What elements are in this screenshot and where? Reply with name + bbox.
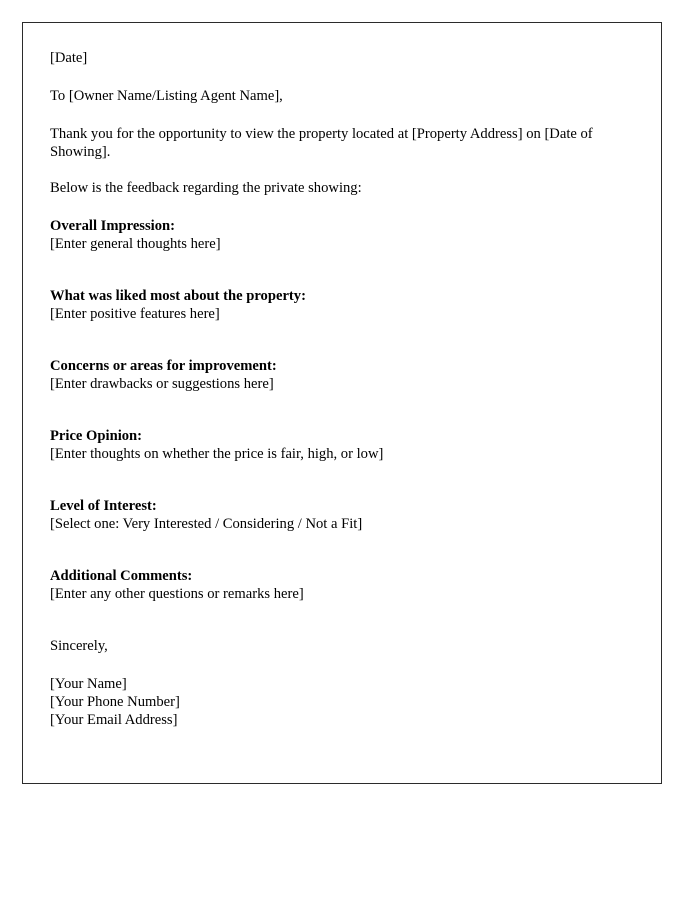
section-heading: Overall Impression: <box>50 218 175 234</box>
section-placeholder[interactable]: [Enter any other questions or remarks here] <box>50 586 304 602</box>
section-placeholder[interactable]: [Select one: Very Interested / Considering / Not a Fit] <box>50 516 363 532</box>
section-liked-most <box>50 287 633 323</box>
signature-block <box>50 675 633 729</box>
document-page <box>22 22 662 784</box>
section-placeholder[interactable]: [Enter general thoughts here] <box>50 236 221 252</box>
spacer <box>50 197 633 217</box>
letter-body <box>23 23 661 729</box>
section-heading: Level of Interest: <box>50 498 157 514</box>
spacer <box>50 339 633 357</box>
spacer <box>50 105 633 125</box>
section-placeholder[interactable]: [Enter positive features here] <box>50 306 220 322</box>
section-overall-impression <box>50 217 633 253</box>
spacer <box>50 269 633 287</box>
signature-phone[interactable]: [Your Phone Number] <box>50 694 180 710</box>
section-placeholder[interactable]: [Enter thoughts on whether the price is fair, high, or low] <box>50 446 384 462</box>
salutation-line: To [Owner Name/Listing Agent Name], <box>50 88 283 104</box>
spacer <box>50 619 633 637</box>
date-line: [Date] <box>50 50 88 66</box>
section-level-of-interest <box>50 497 633 533</box>
section-placeholder[interactable]: [Enter drawbacks or suggestions here] <box>50 376 274 392</box>
section-heading: Additional Comments: <box>50 568 193 584</box>
signature-email[interactable]: [Your Email Address] <box>50 712 178 728</box>
spacer <box>50 479 633 497</box>
section-additional-comments <box>50 567 633 603</box>
spacer <box>50 409 633 427</box>
spacer <box>50 67 633 87</box>
section-concerns <box>50 357 633 393</box>
spacer <box>50 549 633 567</box>
closing-line: Sincerely, <box>50 638 108 654</box>
section-heading: What was liked most about the property: <box>50 288 306 304</box>
section-heading: Price Opinion: <box>50 428 143 444</box>
section-price-opinion <box>50 427 633 463</box>
spacer <box>50 655 633 675</box>
signature-name[interactable]: [Your Name] <box>50 676 127 692</box>
spacer <box>50 161 633 179</box>
lead-in-line: Below is the feedback regarding the private showing: <box>50 180 362 196</box>
intro-paragraph: Thank you for the opportunity to view the property located at [Property Address] on [Date of Showing]. <box>50 126 593 160</box>
section-heading: Concerns or areas for improvement: <box>50 358 277 374</box>
